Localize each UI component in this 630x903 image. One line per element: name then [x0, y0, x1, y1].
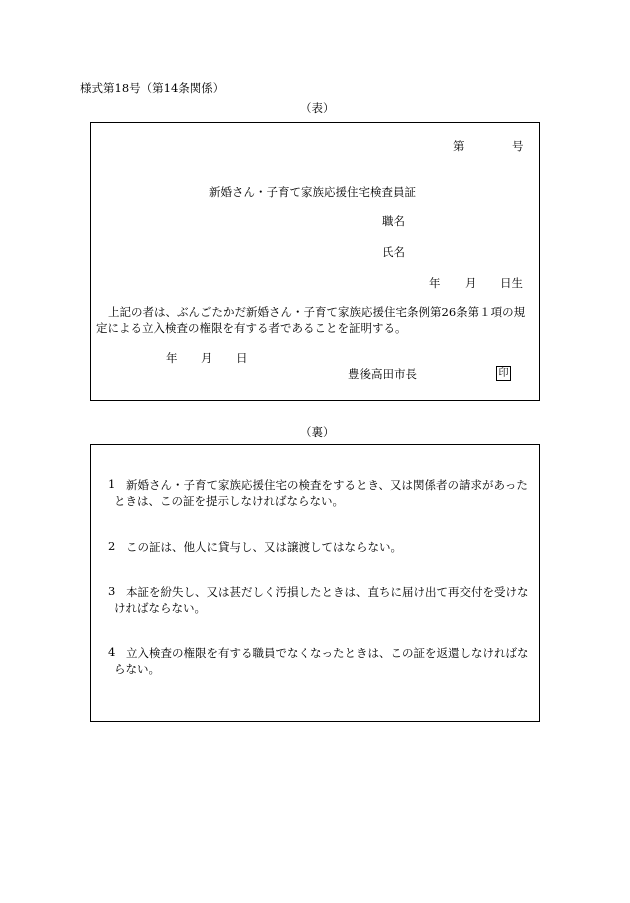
issue-day-label: 日: [236, 351, 248, 365]
issuer-title: 豊後高田市長: [348, 367, 417, 381]
birth-year-label: 年: [429, 276, 441, 290]
item-text-line-2: ければならない。: [114, 601, 206, 615]
certification-line-2: 定による立入検査の権限を有する者であることを証明する。: [96, 321, 407, 335]
item-number: 3: [108, 584, 116, 598]
front-card: [90, 122, 540, 401]
item-number: 4: [108, 645, 116, 659]
issue-month-label: 月: [201, 351, 213, 365]
number-prefix: 第: [453, 139, 465, 153]
item-number: 2: [108, 539, 116, 553]
item-text-line-2: ときは、この証を提示しなければならない。: [114, 494, 344, 508]
name-label: 氏名: [382, 245, 405, 259]
back-side-label: （裏）: [300, 425, 335, 439]
form-label: 様式第18号（第14条関係）: [80, 81, 225, 95]
item-text-line-1: 立入検査の権限を有する職員でなくなったときは、この証を返還しなければな: [126, 646, 529, 660]
birth-day-label: 日生: [500, 276, 523, 290]
item-text-line-1: 新婚さん・子育て家族応援住宅の検査をするとき、又は関係者の請求があった: [126, 478, 528, 492]
item-number: 1: [108, 477, 116, 491]
front-side-label: （表）: [300, 101, 335, 115]
card-title: 新婚さん・子育て家族応援住宅検査員証: [209, 185, 416, 199]
seal-mark: 印: [496, 366, 511, 381]
item-text-line-1: この証は、他人に貸与し、又は譲渡してはならない。: [126, 540, 402, 554]
item-text-line-1: 本証を紛失し、又は甚だしく汚損したときは、直ちに届け出て再交付を受けな: [126, 585, 529, 599]
certification-line-1: 上記の者は、ぶんごたかだ新婚さん・子育て家族応援住宅条例第26条第１項の規: [108, 305, 526, 319]
item-text-line-2: らない。: [114, 662, 160, 676]
issue-year-label: 年: [166, 351, 178, 365]
birth-month-label: 月: [465, 276, 477, 290]
number-suffix: 号: [512, 139, 524, 153]
position-label: 職名: [382, 214, 405, 228]
